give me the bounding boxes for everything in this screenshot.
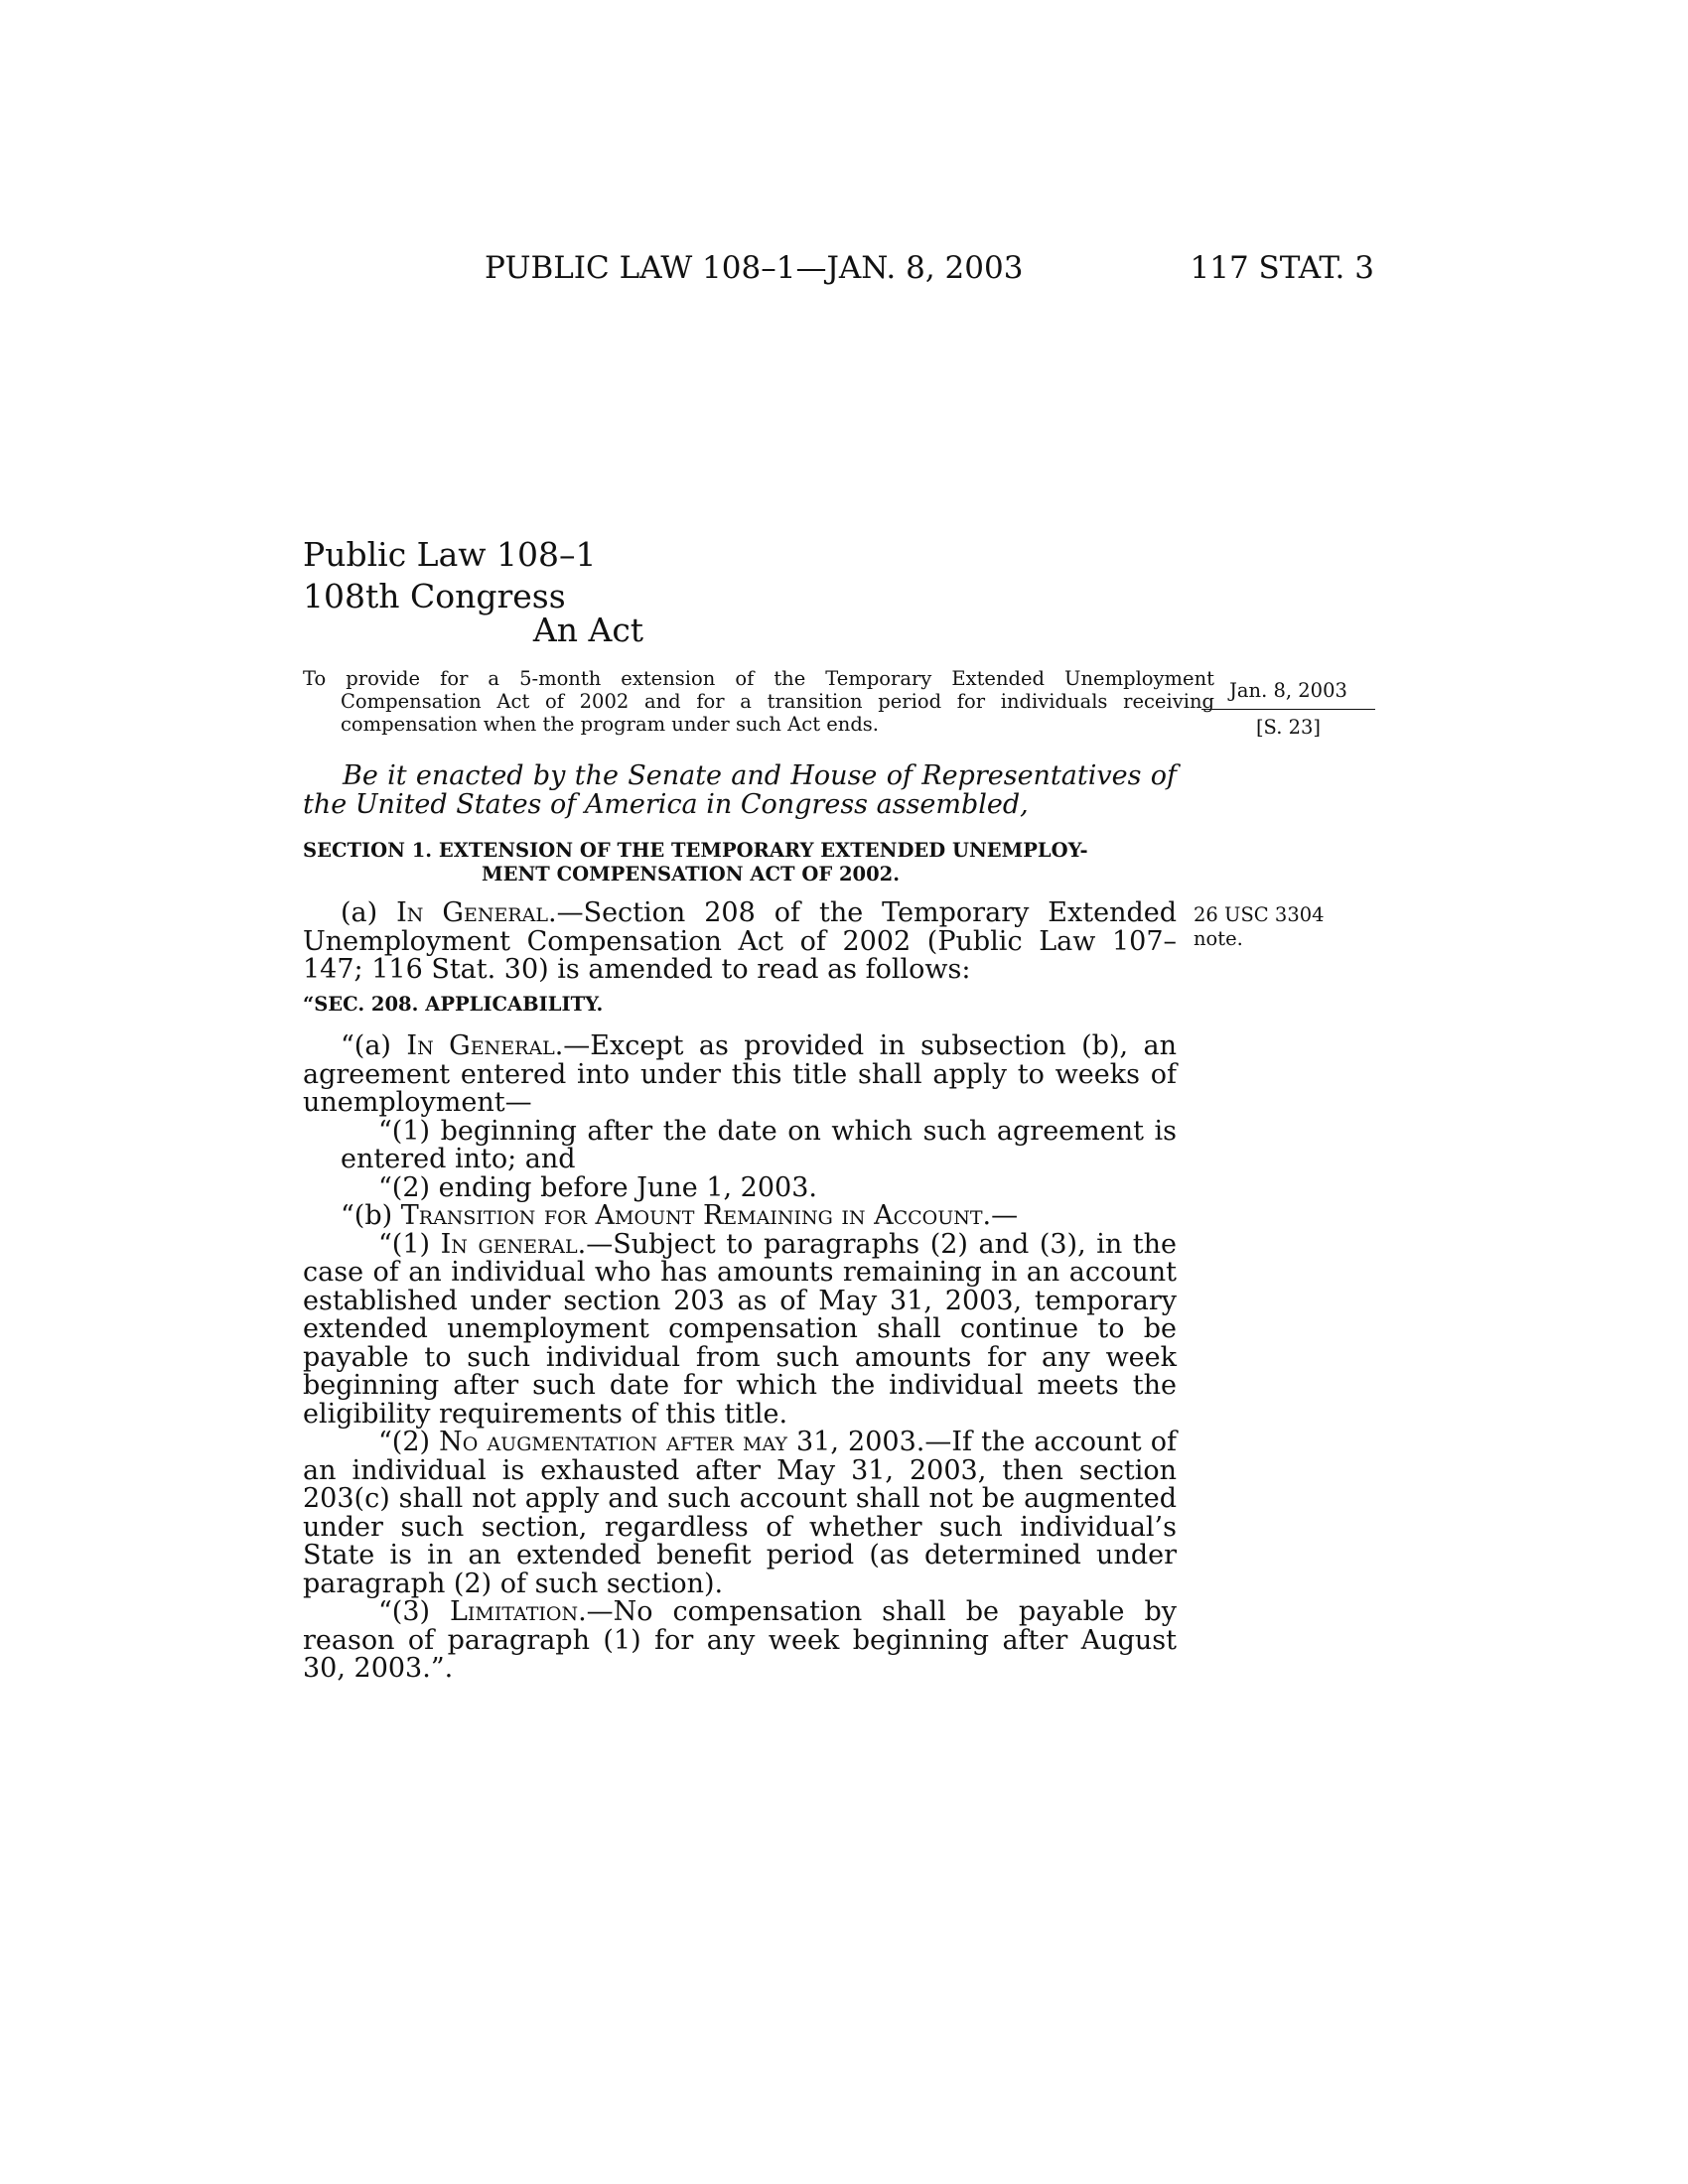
usc-note: note. — [1194, 927, 1243, 950]
subsection-a-prefix: (a) — [341, 897, 397, 928]
section-1-heading-line1: SECTION 1. EXTENSION OF THE TEMPORARY EXTENDED UNEMPLOY- — [303, 839, 1088, 862]
bill-number: [S. 23] — [1255, 716, 1322, 739]
sec-208-b-prefix: “(b) — [341, 1200, 401, 1231]
sec-208-b-1-prefix: “(1) — [378, 1228, 441, 1260]
enactment-date: Jan. 8, 2003 — [1229, 679, 1347, 702]
running-header-title: PUBLIC LAW 108–1—JAN. 8, 2003 — [485, 250, 1024, 286]
sec-208-b-1 — [303, 1228, 1178, 1430]
sec-208-b — [303, 1202, 1177, 1231]
sec-208-a-text: .—Except as provided in subsection (b), an agreement entered into under this title shall apply to weeks of unemployment— — [303, 1030, 1177, 1118]
sec-208-a-2: “(2) ending before June 1, 2003. — [378, 1171, 817, 1203]
subsection-a-caption: In General — [396, 897, 548, 928]
subsection-a-text: .—Section 208 of the Temporary Extended Unemployment Compensation Act of 2002 (Public Law 107–147; 116 Stat. 30) is amended to read as follows: — [303, 897, 1178, 985]
sec-208-heading: “SEC. 208. APPLICABILITY. — [303, 993, 604, 1016]
margin-note-date — [1201, 679, 1375, 740]
sec-208-b-3-caption: Limitation — [450, 1596, 579, 1627]
law-number: Public Law 108–1 — [303, 535, 597, 574]
sec-208-a-prefix: “(a) — [341, 1030, 407, 1061]
sec-208-a-caption: In General — [406, 1030, 555, 1061]
sec-208-b-caption: Transition for Amount Remaining in Account — [400, 1200, 983, 1231]
enacting-clause: Be it enacted by the Senate and House of Representatives of the United States of America in Congress assembled, — [303, 760, 1177, 820]
stat-page-number: 117 STAT. 3 — [1190, 250, 1374, 286]
sec-208-b-3-prefix: “(3) — [378, 1596, 450, 1627]
sec-208-b-suffix: .— — [982, 1200, 1019, 1231]
sec-208-b-2-prefix: “(2) — [378, 1427, 440, 1457]
long-title: To provide for a 5-month extension of the Temporary Extended Unemployment Compensation Act of 2002 and for a transition period for individuals receiving compensation when the program under such Act ends. — [303, 667, 1214, 736]
law-identification — [303, 534, 596, 617]
section-1-heading-line2: MENT COMPENSATION ACT OF 2002. — [482, 863, 901, 886]
sec-208-b-3-text: .—No compensation shall be payable by reason of paragraph (1) for any week beginning after August 30, 2003.”. — [303, 1596, 1177, 1684]
section-1-subsection-a — [303, 899, 1177, 985]
sec-208-b-2-caption: No augmentation after may 31, 2003 — [439, 1427, 916, 1457]
sec-208-a — [303, 1032, 1177, 1118]
sec-208-text — [303, 1032, 1177, 1684]
section-1-heading — [303, 839, 1177, 887]
congress-number: 108th Congress — [303, 577, 566, 615]
sec-208-b-2 — [303, 1429, 1177, 1598]
sec-208-b-3 — [303, 1598, 1177, 1684]
sec-208-b-2-text: .—If the account of an individual is exhausted after May 31, 2003, then section 203(c) shall not apply and such account shall not be augmented under such section, regardless of whether such individual’s State is in an extended benefit period (as determined under paragraph (2) of such section). — [303, 1427, 1177, 1599]
sec-208-a-1: “(1) beginning after the date on which such agreement is entered into; and — [341, 1115, 1177, 1174]
act-label: An Act — [532, 611, 644, 649]
sec-208-b-1-caption: In general — [440, 1228, 578, 1260]
sec-208-b-1-text: .—Subject to paragraphs (2) and (3), in the case of an individual who has amounts remaining in an account established under section 203 as of May 31, 2003, temporary extended unemployment compensation shall continue to be payable to such individual from such amounts for any week beginning after such date for which the individual meets the eligibility requirements of this title. — [303, 1228, 1178, 1430]
usc-citation: 26 USC 3304 — [1194, 903, 1325, 926]
margin-note-usc — [1194, 903, 1325, 951]
margin-divider — [1201, 709, 1375, 710]
